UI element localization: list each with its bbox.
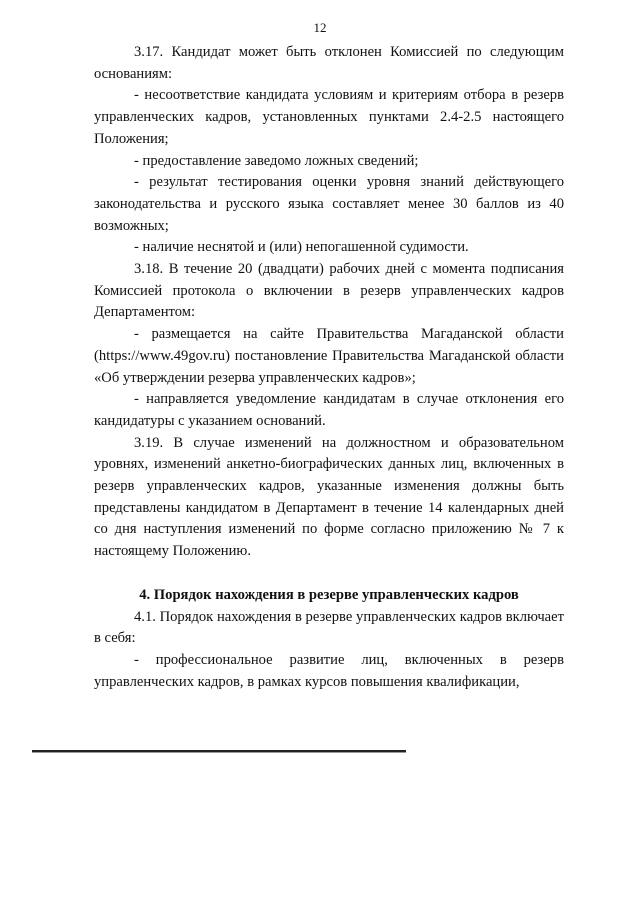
list-item-false-info: - предоставление заведомо ложных сведений;	[134, 152, 419, 169]
paragraph-4-1: 4.1. Порядок нахождения в резерве управленческих кадров включает в себя:	[94, 608, 564, 647]
paragraph-3-19: 3.19. В случае изменений на должностном и образовательном уровнях, изменений анкетно-биографических данных лиц, включенных в резерв управленческих кадров, указанные изменения должны быть представлены кандидатом в Департамент в течение 14 календарных дней со дня наступления изменений по форме согласно приложению № 7 к настоящему Положению.	[94, 434, 564, 560]
list-item-criminal-record: - наличие неснятой и (или) непогашенной судимости.	[134, 239, 469, 256]
list-item-criteria-mismatch: - несоответствие кандидата условиям и критериям отбора в резерв управленческих кадров, установленных пунктами 2.4-2.5 настоящего Положения;	[94, 87, 564, 147]
list-item-rejection-notice: - направляется уведомление кандидатам в случае отклонения его кандидатуры с указанием оснований.	[94, 391, 564, 429]
section-heading: 4. Порядок нахождения в резерве управленческих кадров	[139, 586, 519, 603]
footnote-rule	[32, 750, 406, 752]
list-item-professional-development: - профессиональное развитие лиц, включенных в резерв управленческих кадров, в рамках курсов повышения квалификации,	[94, 651, 564, 690]
document-body	[94, 42, 564, 693]
page-number: 12	[313, 20, 327, 35]
paragraph-3-17: 3.17. Кандидат может быть отклонен Комиссией по следующим основаниям:	[94, 44, 564, 82]
list-item-test-result: - результат тестирования оценки уровня знаний действующего законодательства и русского языка составляет менее 30 баллов из 40 возможных;	[94, 174, 564, 234]
paragraph-3-18: 3.18. В течение 20 (двадцати) рабочих дней с момента подписания Комиссией протокола о включении в резерв управленческих кадров Департаментом:	[94, 261, 564, 321]
section-spacer	[94, 563, 564, 585]
list-item-website-posting: - размещается на сайте Правительства Магаданской области (https://www.49gov.ru) постановление Правительства Магаданской области «Об утверждении резерва управленческих кадров»;	[94, 326, 564, 386]
